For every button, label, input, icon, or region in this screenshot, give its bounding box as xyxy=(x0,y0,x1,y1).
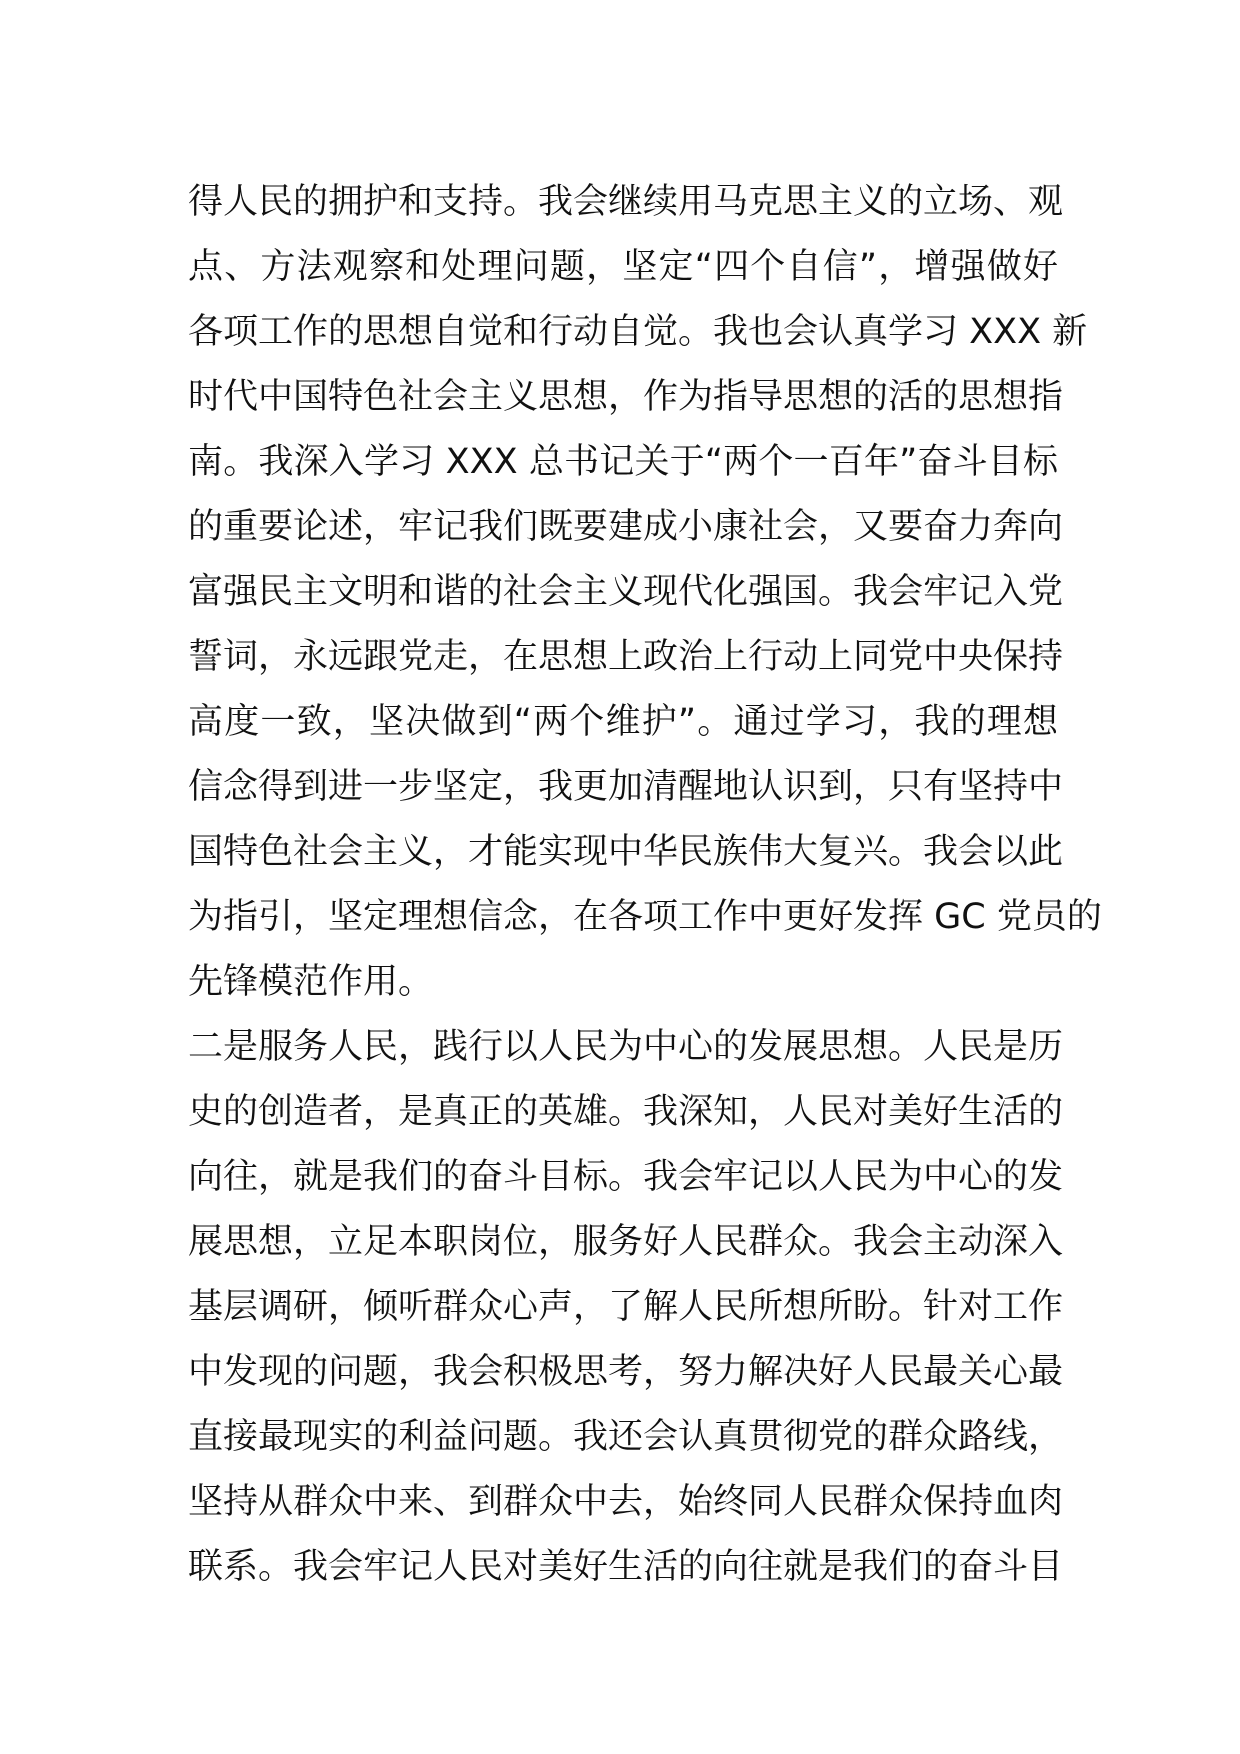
text-line: 向往，就是我们的奋斗目标。我会牢记以人民为中心的发 xyxy=(188,1157,1064,1197)
text-line: 高度一致，坚决做到“两个维护”。通过学习，我的理想 xyxy=(188,702,1058,742)
text-line: 基层调研，倾听群众心声，了解人民所想所盼。针对工作 xyxy=(188,1287,1064,1327)
text-line: 中发现的问题，我会积极思考，努力解决好人民最关心最 xyxy=(188,1352,1064,1392)
text-line: 国特色社会主义，才能实现中华民族伟大复兴。我会以此 xyxy=(188,832,1064,872)
body-text xyxy=(188,170,1102,1600)
text-line: 为指引，坚定理想信念，在各项工作中更好发挥 GC 党员的 xyxy=(188,897,1102,937)
text-line: 誓词，永远跟党走，在思想上政治上行动上同党中央保持 xyxy=(188,637,1064,677)
text-line: 二是服务人民，践行以人民为中心的发展思想。人民是历 xyxy=(188,1027,1064,1067)
text-line: 南。我深入学习 XXX 总书记关于“两个一百年”奋斗目标 xyxy=(188,442,1058,482)
text-line: 时代中国特色社会主义思想，作为指导思想的活的思想指 xyxy=(188,377,1064,417)
text-line: 各项工作的思想自觉和行动自觉。我也会认真学习 XXX 新 xyxy=(188,312,1088,352)
text-line: 点、方法观察和处理问题，坚定“四个自信”，增强做好 xyxy=(188,247,1058,287)
text-line: 直接最现实的利益问题。我还会认真贯彻党的群众路线， xyxy=(188,1417,1064,1457)
text-line: 史的创造者，是真正的英雄。我深知，人民对美好生活的 xyxy=(188,1092,1064,1132)
text-line: 的重要论述，牢记我们既要建成小康社会，又要奋力奔向 xyxy=(188,507,1064,547)
text-line: 信念得到进一步坚定，我更加清醒地认识到，只有坚持中 xyxy=(188,767,1064,807)
text-line: 得人民的拥护和支持。我会继续用马克思主义的立场、观 xyxy=(188,182,1064,222)
text-line: 富强民主文明和谐的社会主义现代化强国。我会牢记入党 xyxy=(188,572,1064,612)
text-line: 坚持从群众中来、到群众中去，始终同人民群众保持血肉 xyxy=(188,1482,1064,1522)
text-line: 先锋模范作用。 xyxy=(188,962,434,1002)
text-line: 展思想，立足本职岗位，服务好人民群众。我会主动深入 xyxy=(188,1222,1064,1262)
text-line: 联系。我会牢记人民对美好生活的向往就是我们的奋斗目 xyxy=(188,1547,1064,1587)
